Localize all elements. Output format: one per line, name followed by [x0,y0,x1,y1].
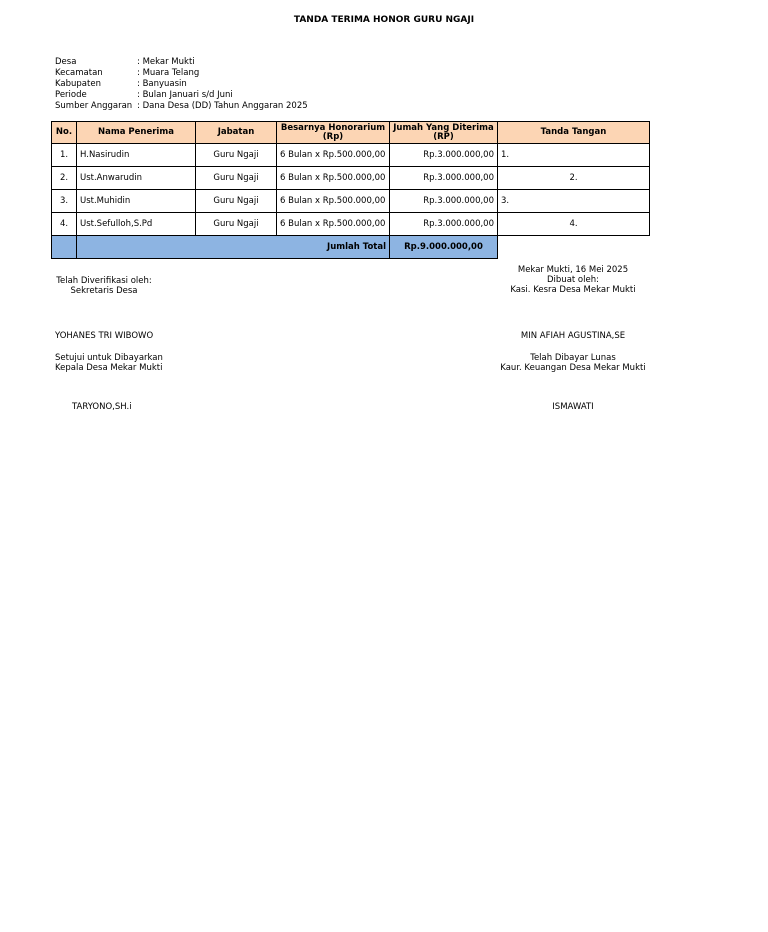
cell-jabatan: Guru Ngaji [196,213,277,236]
approved-by-block [55,353,163,373]
info-value: : Dana Desa (DD) Tahun Anggaran 2025 [137,101,308,111]
total-empty [498,236,650,259]
cell-no: 4. [52,213,77,236]
paid-by-block [483,353,663,373]
cell-tanda-tangan: 3. [498,190,650,213]
cell-honor: 6 Bulan x Rp.500.000,00 [277,213,390,236]
total-row [52,236,650,259]
cell-nama: Ust.Anwarudin [77,167,196,190]
info-value: : Bulan Januari s/d Juni [137,90,233,100]
table-row [52,213,650,236]
info-block [55,57,308,112]
made-by-line: Dibuat oleh: [547,275,599,285]
header-jabatan: Jabatan [196,122,277,144]
info-value: : Muara Telang [137,68,200,78]
cell-honor: 6 Bulan x Rp.500.000,00 [277,144,390,167]
header-honorarium: Besarnya Honorarium (Rp) [277,122,390,144]
info-key: Kabupaten [55,79,101,89]
cell-jabatan: Guru Ngaji [196,190,277,213]
table-row [52,190,650,213]
cell-honor: 6 Bulan x Rp.500.000,00 [277,190,390,213]
paid-by-role: Kaur. Keuangan Desa Mekar Mukti [500,363,646,373]
document-title: TANDA TERIMA HONOR GURU NGAJI [293,15,475,25]
cell-jumlah: Rp.3.000.000,00 [390,167,498,190]
total-value: Rp.9.000.000,00 [390,236,498,259]
honor-table [51,121,650,259]
made-by-name: MIN AFIAH AGUSTINA,SE [520,331,626,341]
verified-by-block [55,276,153,296]
info-value: : Banyuasin [137,79,187,89]
paid-by-line: Telah Dibayar Lunas [530,353,616,363]
info-row-sumber-anggaran [55,101,308,112]
header-jumlah-diterima: Jumah Yang Diterima (RP) [390,122,498,144]
info-row-desa [55,57,308,68]
info-row-kabupaten [55,79,308,90]
cell-no: 2. [52,167,77,190]
total-label: Jumlah Total [77,236,390,259]
approved-by-line: Setujui untuk Dibayarkan [55,353,163,363]
table-row [52,144,650,167]
cell-no: 1. [52,144,77,167]
total-blank-cell [52,236,77,259]
cell-tanda-tangan: 2. [498,167,650,190]
made-by-role: Kasi. Kesra Desa Mekar Mukti [510,285,636,295]
cell-tanda-tangan: 1. [498,144,650,167]
header-nama-penerima: Nama Penerima [77,122,196,144]
info-key: Sumber Anggaran [55,101,133,111]
verified-by-name: YOHANES TRI WIBOWO [55,331,154,341]
verified-by-line: Telah Diverifikasi oleh: [56,276,152,286]
cell-jumlah: Rp.3.000.000,00 [390,190,498,213]
header-no: No. [52,122,77,144]
cell-jabatan: Guru Ngaji [196,144,277,167]
cell-nama: Ust.Sefulloh,S.Pd [77,213,196,236]
approved-by-name: TARYONO,SH.i [72,402,132,412]
info-row-kecamatan [55,68,308,79]
table-row [52,167,650,190]
info-key: Periode [55,90,87,100]
cell-nama: Ust.Muhidin [77,190,196,213]
paid-by-name: ISMAWATI [552,402,594,412]
cell-honor: 6 Bulan x Rp.500.000,00 [277,167,390,190]
table-header-row [52,122,650,144]
made-by-block [483,265,663,295]
cell-no: 3. [52,190,77,213]
cell-tanda-tangan: 4. [498,213,650,236]
verified-by-role: Sekretaris Desa [70,286,138,296]
approved-by-role: Kepala Desa Mekar Mukti [55,363,163,373]
info-key: Kecamatan [55,68,103,78]
header-tanda-tangan: Tanda Tangan [498,122,650,144]
info-value: : Mekar Mukti [137,57,195,67]
cell-jumlah: Rp.3.000.000,00 [390,213,498,236]
info-row-periode [55,90,308,101]
cell-nama: H.Nasirudin [77,144,196,167]
made-by-date: Mekar Mukti, 16 Mei 2025 [517,265,629,275]
cell-jumlah: Rp.3.000.000,00 [390,144,498,167]
cell-jabatan: Guru Ngaji [196,167,277,190]
info-key: Desa [55,57,77,67]
